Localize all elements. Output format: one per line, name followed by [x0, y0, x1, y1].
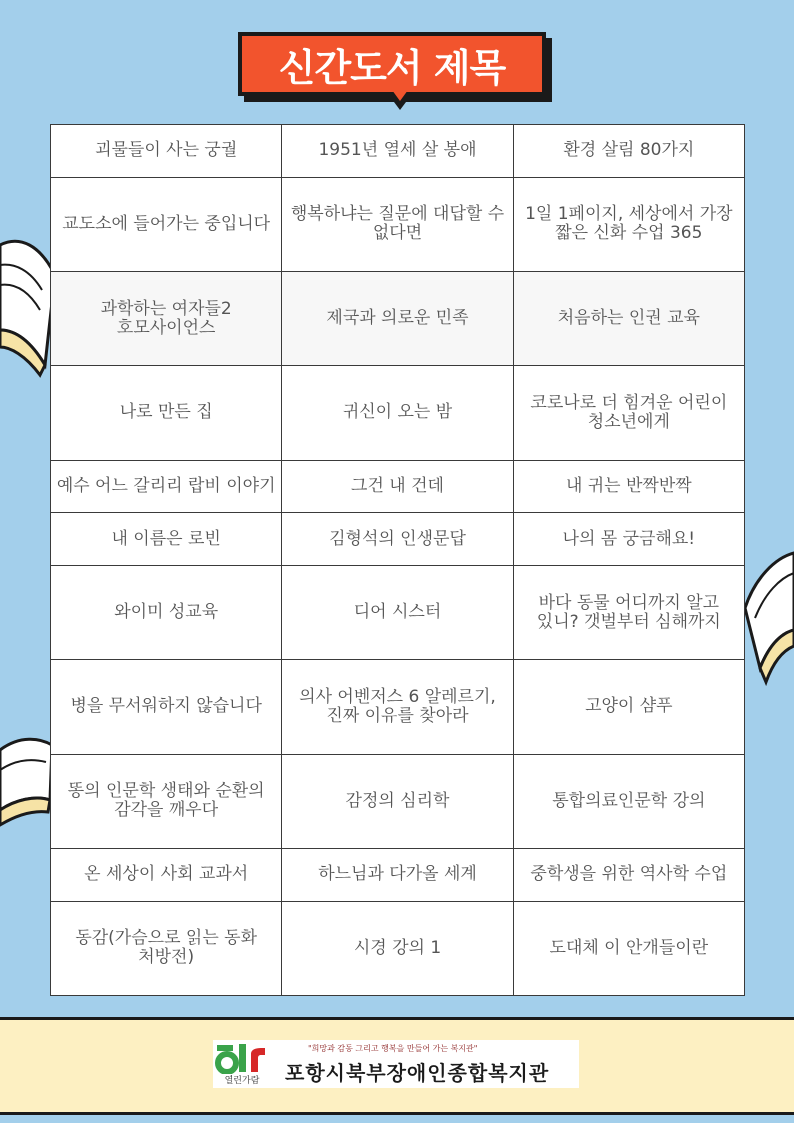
book-title-cell: 시경 강의 1 [282, 901, 513, 995]
book-title-cell: 제국과 의로운 민족 [282, 271, 513, 365]
table-row [51, 901, 745, 995]
book-title-cell: 와이미 성교육 [51, 565, 282, 659]
table-row [51, 660, 745, 754]
table-row [51, 460, 745, 513]
book-title-cell: 온 세상이 사회 교과서 [51, 848, 282, 901]
title-tail-fill [392, 90, 408, 101]
book-title-cell: 하느님과 다가올 세계 [282, 848, 513, 901]
book-title-cell: 도대체 이 안개들이란 [513, 901, 744, 995]
book-title-cell: 바다 동물 어디까지 알고 있니? 갯벌부터 심해까지 [513, 565, 744, 659]
book-title-cell: 예수 어느 갈리리 랍비 이야기 [51, 460, 282, 513]
book-table-body [51, 125, 745, 996]
book-title-cell: 그건 내 건데 [282, 460, 513, 513]
table-row [51, 754, 745, 848]
book-title-cell: 과학하는 여자들2 호모사이언스 [51, 271, 282, 365]
book-title-cell: 행복하냐는 질문에 대답할 수 없다면 [282, 177, 513, 271]
book-table [50, 124, 745, 996]
table-row [51, 366, 745, 460]
book-title-cell: 똥의 인문학 생태와 순환의 감각을 깨우다 [51, 754, 282, 848]
book-title-cell: 동감(가슴으로 읽는 동화 처방전) [51, 901, 282, 995]
table-row [51, 565, 745, 659]
book-title-cell: 디어 시스터 [282, 565, 513, 659]
book-title-cell: 1951년 열세 살 봉애 [282, 125, 513, 178]
book-title-cell: 고양이 샴푸 [513, 660, 744, 754]
book-title-cell: 교도소에 들어가는 중입니다 [51, 177, 282, 271]
book-title-cell: 1일 1페이지, 세상에서 가장 짧은 신화 수업 365 [513, 177, 744, 271]
page-title: 신간도서 제목 [278, 45, 506, 90]
book-title-cell: 중학생을 위한 역사학 수업 [513, 848, 744, 901]
book-title-cell: 의사 어벤저스 6 알레르기, 진짜 이유를 찾아라 [282, 660, 513, 754]
book-title-cell: 환경 살림 80가지 [513, 125, 744, 178]
book-title-cell: 처음하는 인권 교육 [513, 271, 744, 365]
book-title-cell: 통합의료인문학 강의 [513, 754, 744, 848]
book-title-cell: 괴물들이 사는 궁궐 [51, 125, 282, 178]
book-title-cell: 귀신이 오는 밤 [282, 366, 513, 460]
logo-subtext: 열린가람 [224, 1076, 260, 1086]
table-row [51, 271, 745, 365]
ganam-logo-icon [215, 1042, 267, 1074]
book-title-cell: 코로나로 더 힘겨운 어린이 청소년에게 [513, 366, 744, 460]
book-title-cell: 병을 무서워하지 않습니다 [51, 660, 282, 754]
book-title-cell: 감정의 심리학 [282, 754, 513, 848]
book-title-cell: 나의 몸 궁금해요! [513, 513, 744, 566]
book-title-cell: 내 귀는 반짝반짝 [513, 460, 744, 513]
table-row [51, 177, 745, 271]
title-banner [238, 32, 554, 104]
book-title-cell: 나로 만든 집 [51, 366, 282, 460]
open-book-right-icon [740, 548, 794, 698]
table-row [51, 513, 745, 566]
book-title-cell: 김형석의 인생문답 [282, 513, 513, 566]
open-book-bottom-left-icon [0, 730, 56, 830]
organization-logo [213, 1040, 579, 1088]
organization-name: 포항시북부장애인종합복지관 [285, 1061, 550, 1085]
logo-slogan: "희망과 감동 그리고 행복을 만들어 가는 복지관" [308, 1044, 478, 1053]
title-box [238, 32, 546, 96]
table-row [51, 125, 745, 178]
book-title-cell: 내 이름은 로빈 [51, 513, 282, 566]
table-row [51, 848, 745, 901]
